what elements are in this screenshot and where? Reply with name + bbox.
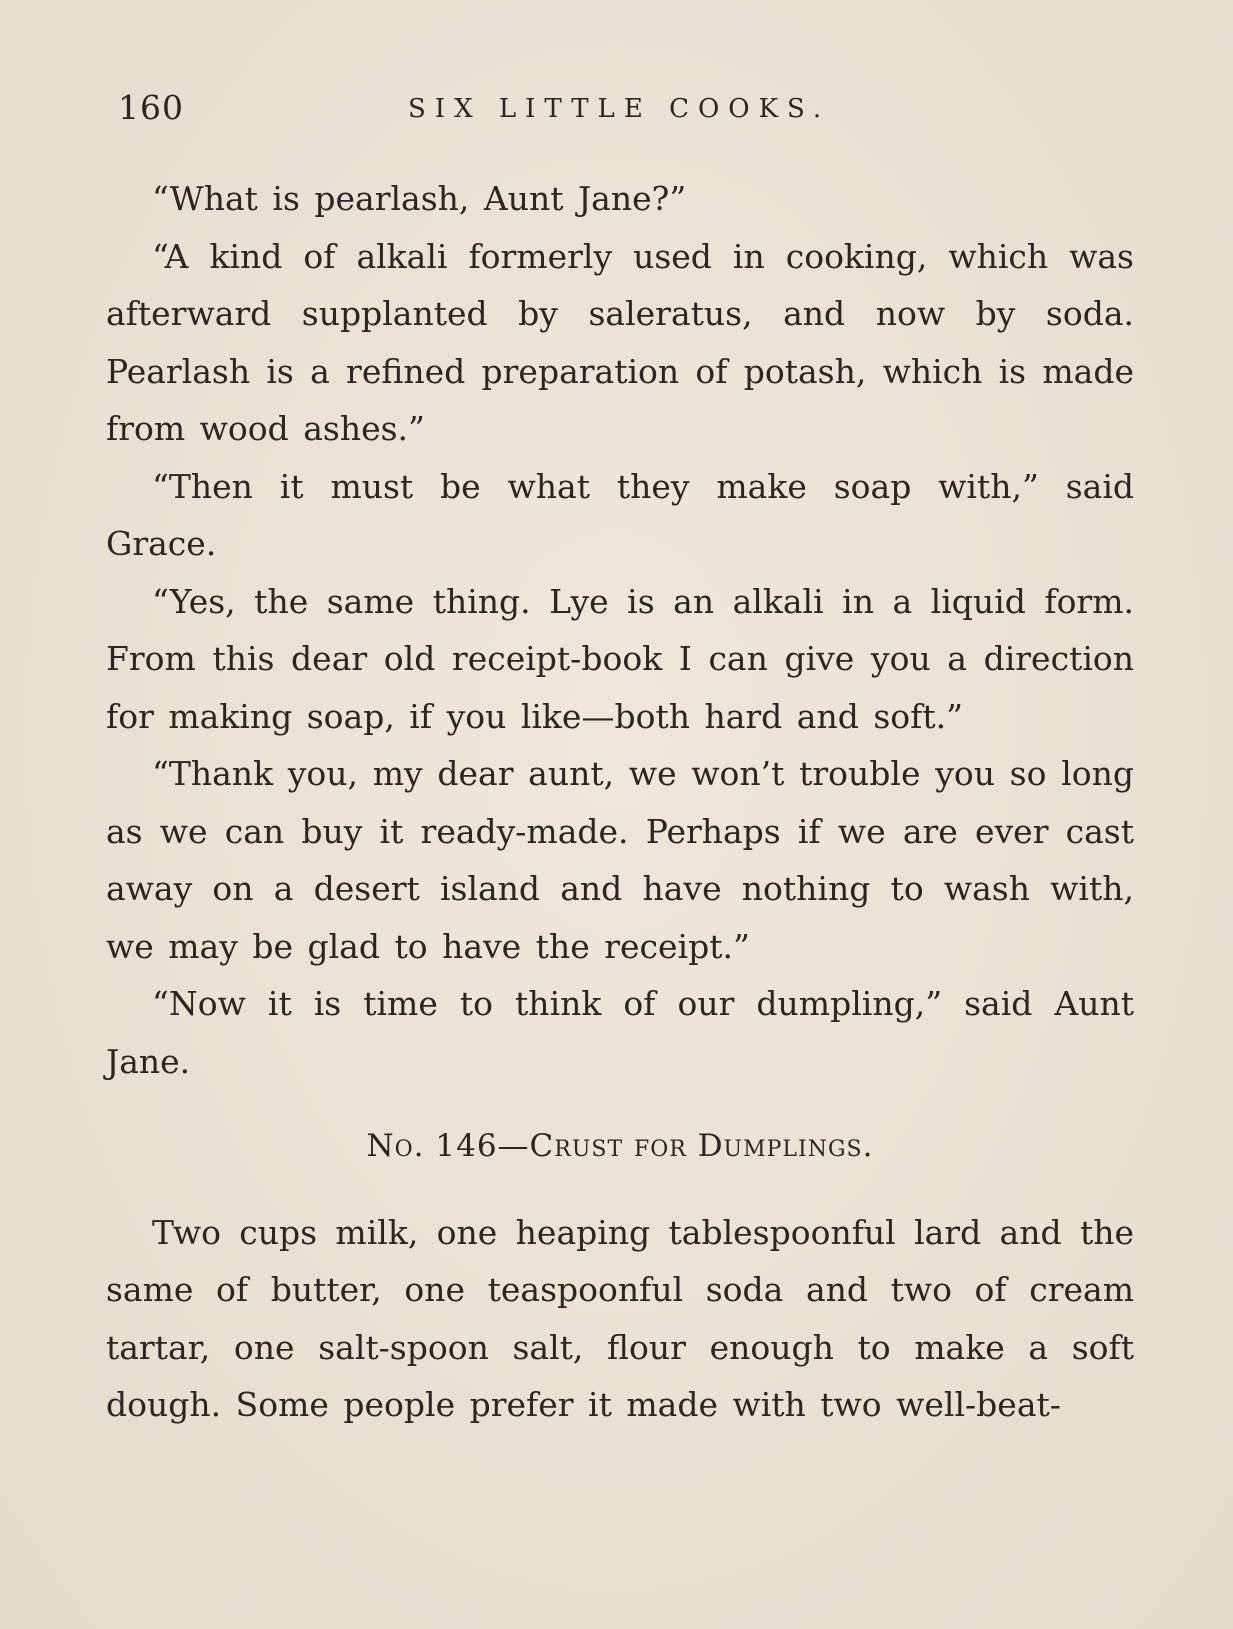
paragraph: “Thank you, my dear aunt, we won’t trouble you so long as we can buy it ready-made. Perhaps if we are ever cast away on a desert island and have nothing to wash with, we may be glad to have the receipt.” [106,754,1134,966]
paragraph: “A kind of alkali formerly used in cooking, which was afterward supplanted by saleratus, and now by soda. Pearlash is a refined preparation of potash, which is made from wood ashes.” [106,236,1134,448]
page-header [118,88,1138,138]
paragraph: “Now it is time to think of our dumpling,” said Aunt Jane. [106,984,1134,1081]
body-text [106,170,1134,1434]
page-number: 160 [118,88,184,127]
recipe-text: Two cups milk, one heaping tablespoonful lard and the same of butter, one teaspoonful soda and two of cream tartar, one salt-spoon salt, flour enough to make a soft dough. Some people prefer it made with two well-beat- [106,1212,1134,1424]
paragraph: “What is pearlash, Aunt Jane?” [152,179,687,218]
paragraph: “Yes, the same thing. Lye is an alkali in a liquid form. From this dear old receipt-book I can give you a direction for making soap, if you like—both hard and soft.” [106,581,1134,736]
recipe-heading-text: No. 146—Crust for Dumplings. [366,1128,874,1164]
running-title: SIX LITTLE COOKS. [408,94,831,124]
paragraph: “Then it must be what they make soap with,” said Grace. [106,466,1134,563]
recipe-heading [106,1118,1134,1176]
